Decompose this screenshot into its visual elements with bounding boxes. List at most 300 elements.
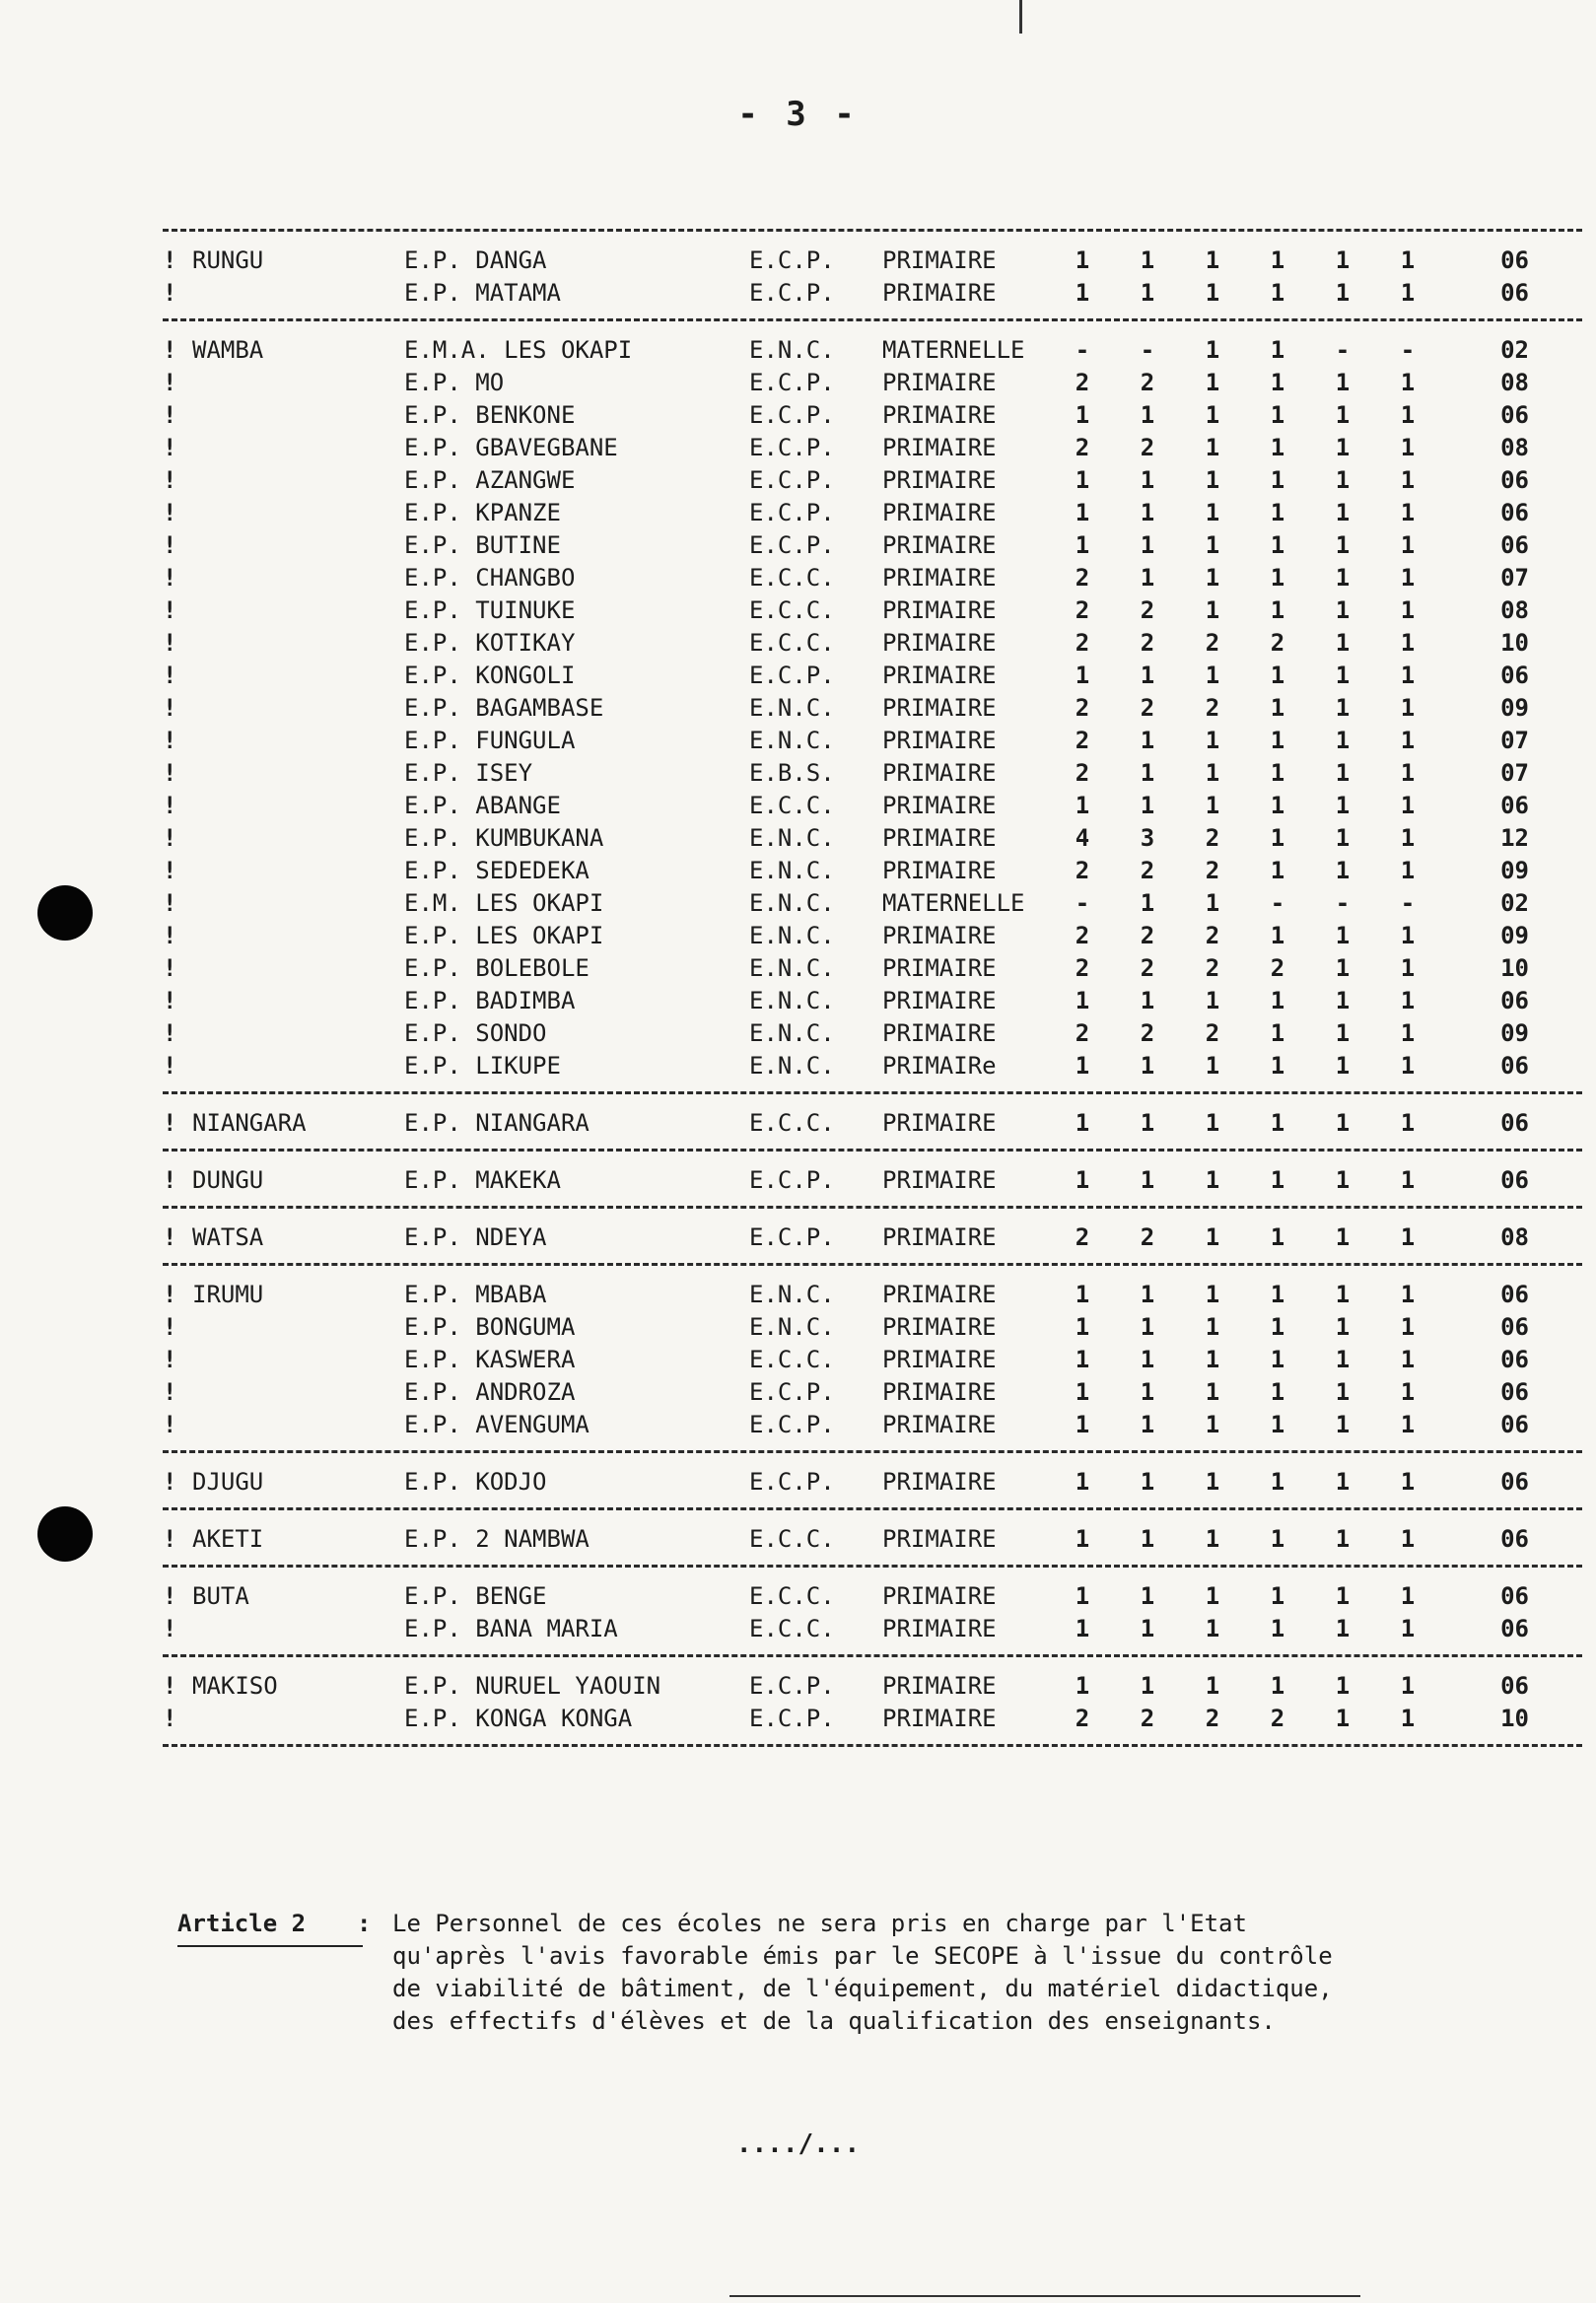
class-count: 1 bbox=[1205, 563, 1220, 592]
class-count: 1 bbox=[1335, 1614, 1351, 1642]
school-name: E.P. BUTINE bbox=[404, 530, 561, 559]
school-level: PRIMAIRE bbox=[882, 693, 997, 722]
class-count: 2 bbox=[1205, 856, 1220, 884]
district-group bbox=[163, 229, 1582, 318]
class-count: 1 bbox=[1335, 986, 1351, 1014]
school-level: PRIMAIRE bbox=[882, 953, 997, 982]
class-count: 1 bbox=[1400, 1614, 1416, 1642]
class-count: 1 bbox=[1075, 1524, 1090, 1553]
table-row bbox=[163, 1522, 1582, 1555]
class-count: 1 bbox=[1075, 245, 1090, 274]
class-count: 4 bbox=[1075, 823, 1090, 852]
class-count: 1 bbox=[1140, 465, 1155, 494]
class-count: 1 bbox=[1335, 1704, 1351, 1732]
class-count: 2 bbox=[1075, 953, 1090, 982]
class-count: 1 bbox=[1400, 1524, 1416, 1553]
class-count: 1 bbox=[1400, 278, 1416, 307]
class-count: 1 bbox=[1075, 465, 1090, 494]
class-count: 1 bbox=[1400, 921, 1416, 949]
class-count: 1 bbox=[1075, 1051, 1090, 1080]
column-separator: ! bbox=[163, 368, 177, 396]
class-count: 1 bbox=[1270, 1108, 1285, 1137]
class-count: 1 bbox=[1270, 1018, 1285, 1047]
class-count: 1 bbox=[1335, 1165, 1351, 1194]
class-count: 1 bbox=[1335, 1051, 1351, 1080]
class-count: 1 bbox=[1400, 823, 1416, 852]
school-name: E.P. BANA MARIA bbox=[404, 1614, 618, 1642]
class-count: 1 bbox=[1270, 368, 1285, 396]
class-count: 1 bbox=[1400, 791, 1416, 819]
table-row bbox=[163, 1465, 1582, 1498]
network-code: E.N.C. bbox=[749, 1051, 835, 1080]
district-name: AKETI bbox=[192, 1524, 264, 1553]
class-count: 2 bbox=[1075, 1018, 1090, 1047]
class-count: 1 bbox=[1075, 1312, 1090, 1341]
class-count: 1 bbox=[1205, 530, 1220, 559]
network-code: E.C.P. bbox=[749, 400, 835, 429]
table-row bbox=[163, 1221, 1582, 1253]
class-count: 1 bbox=[1335, 693, 1351, 722]
class-count: 1 bbox=[1140, 1280, 1155, 1308]
row-total: 08 bbox=[1500, 595, 1529, 624]
class-count: 1 bbox=[1140, 278, 1155, 307]
class-count: 1 bbox=[1335, 921, 1351, 949]
class-count: 2 bbox=[1075, 595, 1090, 624]
school-name: E.P. KODJO bbox=[404, 1467, 547, 1496]
school-level: PRIMAIRE bbox=[882, 1467, 997, 1496]
column-separator: ! bbox=[163, 1018, 177, 1047]
district-group bbox=[163, 1263, 1582, 1450]
class-count: 2 bbox=[1140, 433, 1155, 461]
article-line: de viabilité de bâtiment, de l'équipement, du matériel didactique, bbox=[392, 1975, 1333, 2002]
class-count: - bbox=[1270, 888, 1285, 917]
table-row bbox=[163, 398, 1582, 431]
school-name: E.P. MATAMA bbox=[404, 278, 561, 307]
class-count: 1 bbox=[1335, 1280, 1351, 1308]
class-count: 1 bbox=[1400, 953, 1416, 982]
class-count: 2 bbox=[1140, 953, 1155, 982]
class-count: 1 bbox=[1140, 1165, 1155, 1194]
class-count: 1 bbox=[1205, 1280, 1220, 1308]
class-count: 1 bbox=[1400, 1165, 1416, 1194]
class-count: 2 bbox=[1075, 1704, 1090, 1732]
school-level: PRIMAIRE bbox=[882, 921, 997, 949]
class-count: 1 bbox=[1270, 1222, 1285, 1251]
class-count: 1 bbox=[1335, 563, 1351, 592]
row-total: 06 bbox=[1500, 1377, 1529, 1406]
class-count: 1 bbox=[1205, 661, 1220, 689]
class-count: 1 bbox=[1205, 1165, 1220, 1194]
column-separator: ! bbox=[163, 628, 177, 657]
class-count: 1 bbox=[1075, 1467, 1090, 1496]
school-name: E.P. BENKONE bbox=[404, 400, 576, 429]
row-total: 09 bbox=[1500, 1018, 1529, 1047]
school-name: E.P. KPANZE bbox=[404, 498, 561, 526]
class-count: 1 bbox=[1400, 1280, 1416, 1308]
class-count: 1 bbox=[1140, 1377, 1155, 1406]
row-total: 06 bbox=[1500, 498, 1529, 526]
column-separator: ! bbox=[163, 856, 177, 884]
table-row bbox=[163, 1408, 1582, 1440]
class-count: 1 bbox=[1270, 1581, 1285, 1610]
network-code: E.N.C. bbox=[749, 1280, 835, 1308]
school-name: E.P. DANGA bbox=[404, 245, 547, 274]
class-count: - bbox=[1335, 888, 1351, 917]
row-total: 06 bbox=[1500, 400, 1529, 429]
punch-hole bbox=[37, 885, 93, 941]
article-line: Le Personnel de ces écoles ne sera pris en charge par l'Etat bbox=[392, 1910, 1247, 1937]
row-total: 10 bbox=[1500, 953, 1529, 982]
class-count: 2 bbox=[1205, 693, 1220, 722]
school-level: PRIMAIRE bbox=[882, 1312, 997, 1341]
district-name: IRUMU bbox=[192, 1280, 264, 1308]
table-row bbox=[163, 1579, 1582, 1612]
class-count: 1 bbox=[1270, 530, 1285, 559]
network-code: E.C.C. bbox=[749, 1108, 835, 1137]
network-code: E.N.C. bbox=[749, 856, 835, 884]
school-name: E.P. SONDO bbox=[404, 1018, 547, 1047]
column-separator: ! bbox=[163, 1165, 177, 1194]
class-count: 2 bbox=[1270, 1704, 1285, 1732]
class-count: 1 bbox=[1400, 1051, 1416, 1080]
class-count: 1 bbox=[1140, 1108, 1155, 1137]
class-count: 2 bbox=[1140, 595, 1155, 624]
class-count: 1 bbox=[1270, 595, 1285, 624]
class-count: 3 bbox=[1140, 823, 1155, 852]
row-total: 06 bbox=[1500, 1345, 1529, 1373]
district-group bbox=[163, 1565, 1582, 1654]
table-row bbox=[163, 244, 1582, 276]
class-count: 1 bbox=[1270, 758, 1285, 787]
class-count: 1 bbox=[1140, 888, 1155, 917]
class-count: 1 bbox=[1205, 1410, 1220, 1438]
network-code: E.C.P. bbox=[749, 278, 835, 307]
school-level: MATERNELLE bbox=[882, 888, 1025, 917]
class-count: - bbox=[1400, 335, 1416, 364]
row-total: 10 bbox=[1500, 628, 1529, 657]
class-count: 1 bbox=[1140, 1345, 1155, 1373]
class-count: 1 bbox=[1335, 595, 1351, 624]
district-name: WATSA bbox=[192, 1222, 264, 1251]
school-level: PRIMAIRE bbox=[882, 1280, 997, 1308]
column-separator: ! bbox=[163, 758, 177, 787]
class-count: 1 bbox=[1205, 1312, 1220, 1341]
class-count: 1 bbox=[1270, 1671, 1285, 1700]
school-level: MATERNELLE bbox=[882, 335, 1025, 364]
table-row bbox=[163, 789, 1582, 821]
school-name: E.P. LES OKAPI bbox=[404, 921, 604, 949]
school-name: E.P. AZANGWE bbox=[404, 465, 576, 494]
row-total: 06 bbox=[1500, 1108, 1529, 1137]
school-level: PRIMAIRE bbox=[882, 368, 997, 396]
table-row bbox=[163, 1612, 1582, 1644]
row-total: 06 bbox=[1500, 1671, 1529, 1700]
class-count: 1 bbox=[1075, 530, 1090, 559]
class-count: 1 bbox=[1270, 1280, 1285, 1308]
row-total: 06 bbox=[1500, 791, 1529, 819]
class-count: 1 bbox=[1205, 335, 1220, 364]
school-level: PRIMAIRE bbox=[882, 856, 997, 884]
table-row bbox=[163, 496, 1582, 528]
class-count: 1 bbox=[1075, 1165, 1090, 1194]
school-name: E.M. LES OKAPI bbox=[404, 888, 604, 917]
table-row bbox=[163, 854, 1582, 886]
district-group bbox=[163, 1206, 1582, 1263]
class-count: 1 bbox=[1335, 1524, 1351, 1553]
school-level: PRIMAIRE bbox=[882, 1377, 997, 1406]
class-count: 2 bbox=[1140, 368, 1155, 396]
column-separator: ! bbox=[163, 278, 177, 307]
network-code: E.C.P. bbox=[749, 433, 835, 461]
article-line: des effectifs d'élèves et de la qualification des enseignants. bbox=[392, 2007, 1276, 2035]
class-count: 1 bbox=[1075, 1614, 1090, 1642]
table-row bbox=[163, 724, 1582, 756]
network-code: E.C.P. bbox=[749, 1165, 835, 1194]
class-count: 1 bbox=[1270, 726, 1285, 754]
class-count: 2 bbox=[1075, 921, 1090, 949]
class-count: 1 bbox=[1270, 1345, 1285, 1373]
class-count: 1 bbox=[1140, 661, 1155, 689]
column-separator: ! bbox=[163, 986, 177, 1014]
row-total: 07 bbox=[1500, 726, 1529, 754]
class-count: 1 bbox=[1335, 530, 1351, 559]
class-count: 1 bbox=[1205, 888, 1220, 917]
row-total: 06 bbox=[1500, 986, 1529, 1014]
class-count: 1 bbox=[1140, 1467, 1155, 1496]
school-level: PRIMAIRE bbox=[882, 498, 997, 526]
table-row bbox=[163, 366, 1582, 398]
class-count: 1 bbox=[1205, 368, 1220, 396]
class-count: 1 bbox=[1270, 693, 1285, 722]
page-number: - 3 - bbox=[737, 95, 859, 134]
class-count: 1 bbox=[1270, 278, 1285, 307]
row-total: 08 bbox=[1500, 1222, 1529, 1251]
class-count: 1 bbox=[1140, 1410, 1155, 1438]
network-code: E.C.P. bbox=[749, 1377, 835, 1406]
table-row bbox=[163, 1163, 1582, 1196]
class-count: 1 bbox=[1140, 986, 1155, 1014]
column-separator: ! bbox=[163, 921, 177, 949]
class-count: 1 bbox=[1400, 433, 1416, 461]
class-count: 1 bbox=[1205, 1467, 1220, 1496]
school-level: PRIMAIRE bbox=[882, 1165, 997, 1194]
school-name: E.P. BONGUMA bbox=[404, 1312, 576, 1341]
network-code: E.C.P. bbox=[749, 1410, 835, 1438]
school-name: E.P. BOLEBOLE bbox=[404, 953, 590, 982]
class-count: 1 bbox=[1205, 1222, 1220, 1251]
table-row bbox=[163, 1310, 1582, 1343]
class-count: 1 bbox=[1400, 1108, 1416, 1137]
column-separator: ! bbox=[163, 1467, 177, 1496]
school-name: E.P. KONGOLI bbox=[404, 661, 576, 689]
class-count: 1 bbox=[1400, 726, 1416, 754]
class-count: 1 bbox=[1270, 433, 1285, 461]
class-count: - bbox=[1075, 335, 1090, 364]
class-count: 2 bbox=[1140, 1222, 1155, 1251]
class-count: 1 bbox=[1400, 1018, 1416, 1047]
class-count: 1 bbox=[1270, 1410, 1285, 1438]
network-code: E.N.C. bbox=[749, 693, 835, 722]
class-count: 1 bbox=[1075, 1410, 1090, 1438]
class-count: 1 bbox=[1140, 498, 1155, 526]
row-total: 02 bbox=[1500, 335, 1529, 364]
table-row bbox=[163, 1375, 1582, 1408]
school-name: E.P. CHANGBO bbox=[404, 563, 576, 592]
row-total: 06 bbox=[1500, 278, 1529, 307]
district-name: MAKISO bbox=[192, 1671, 278, 1700]
row-total: 06 bbox=[1500, 1312, 1529, 1341]
class-count: 1 bbox=[1075, 986, 1090, 1014]
network-code: E.C.C. bbox=[749, 791, 835, 819]
column-separator: ! bbox=[163, 888, 177, 917]
class-count: 1 bbox=[1270, 1377, 1285, 1406]
network-code: E.C.C. bbox=[749, 628, 835, 657]
column-separator: ! bbox=[163, 791, 177, 819]
top-scan-mark bbox=[1019, 0, 1022, 34]
column-separator: ! bbox=[163, 465, 177, 494]
class-count: 1 bbox=[1140, 400, 1155, 429]
class-count: 1 bbox=[1335, 1345, 1351, 1373]
school-name: E.P. GBAVEGBANE bbox=[404, 433, 618, 461]
column-separator: ! bbox=[163, 1280, 177, 1308]
class-count: 2 bbox=[1205, 823, 1220, 852]
district-group bbox=[163, 1654, 1582, 1747]
school-level: PRIMAIRE bbox=[882, 986, 997, 1014]
school-name: E.P. TUINUKE bbox=[404, 595, 576, 624]
column-separator: ! bbox=[163, 530, 177, 559]
school-level: PRIMAIRE bbox=[882, 823, 997, 852]
class-count: 1 bbox=[1075, 498, 1090, 526]
network-code: E.C.C. bbox=[749, 1524, 835, 1553]
row-total: 10 bbox=[1500, 1704, 1529, 1732]
class-count: 2 bbox=[1140, 1018, 1155, 1047]
class-count: 2 bbox=[1075, 368, 1090, 396]
class-count: 1 bbox=[1400, 856, 1416, 884]
school-level: PRIMAIRE bbox=[882, 1524, 997, 1553]
continuation-mark: ..../... bbox=[735, 2129, 861, 2159]
school-level: PRIMAIRE bbox=[882, 1222, 997, 1251]
class-count: 1 bbox=[1270, 335, 1285, 364]
district-group bbox=[163, 1507, 1582, 1565]
network-code: E.B.S. bbox=[749, 758, 835, 787]
network-code: E.C.C. bbox=[749, 1581, 835, 1610]
row-total: 06 bbox=[1500, 1614, 1529, 1642]
class-count: 2 bbox=[1140, 628, 1155, 657]
class-count: - bbox=[1400, 888, 1416, 917]
table-row bbox=[163, 276, 1582, 309]
class-count: 2 bbox=[1270, 953, 1285, 982]
school-name: E.P. MO bbox=[404, 368, 505, 396]
column-separator: ! bbox=[163, 953, 177, 982]
table-row bbox=[163, 1016, 1582, 1049]
class-count: 1 bbox=[1335, 1312, 1351, 1341]
network-code: E.C.P. bbox=[749, 1671, 835, 1700]
column-separator: ! bbox=[163, 1581, 177, 1610]
class-count: 1 bbox=[1400, 1312, 1416, 1341]
district-group bbox=[163, 1149, 1582, 1206]
row-total: 08 bbox=[1500, 368, 1529, 396]
class-count: 1 bbox=[1140, 1581, 1155, 1610]
column-separator: ! bbox=[163, 1671, 177, 1700]
class-count: 1 bbox=[1400, 400, 1416, 429]
row-total: 06 bbox=[1500, 1524, 1529, 1553]
school-name: E.P. NURUEL YAOUIN bbox=[404, 1671, 661, 1700]
class-count: 1 bbox=[1205, 1377, 1220, 1406]
table-row bbox=[163, 1278, 1582, 1310]
network-code: E.N.C. bbox=[749, 888, 835, 917]
article-text bbox=[392, 1908, 1577, 2038]
class-count: 1 bbox=[1075, 1581, 1090, 1610]
class-count: 1 bbox=[1335, 368, 1351, 396]
class-count: 1 bbox=[1400, 1377, 1416, 1406]
school-name: E.P. KUMBUKANA bbox=[404, 823, 604, 852]
row-total: 06 bbox=[1500, 530, 1529, 559]
class-count: 1 bbox=[1335, 1581, 1351, 1610]
column-separator: ! bbox=[163, 1108, 177, 1137]
column-separator: ! bbox=[163, 245, 177, 274]
class-count: 2 bbox=[1140, 1704, 1155, 1732]
school-name: E.P. 2 NAMBWA bbox=[404, 1524, 590, 1553]
article-label-underline bbox=[177, 1945, 363, 1947]
table-row bbox=[163, 984, 1582, 1016]
school-name: E.P. FUNGULA bbox=[404, 726, 576, 754]
class-count: 1 bbox=[1335, 245, 1351, 274]
class-count: 1 bbox=[1205, 1345, 1220, 1373]
school-level: PRIMAIRE bbox=[882, 1614, 997, 1642]
class-count: 1 bbox=[1270, 823, 1285, 852]
class-count: 1 bbox=[1400, 245, 1416, 274]
school-level: PRIMAIRE bbox=[882, 758, 997, 787]
class-count: 1 bbox=[1335, 1222, 1351, 1251]
class-count: 1 bbox=[1400, 758, 1416, 787]
class-count: 2 bbox=[1075, 433, 1090, 461]
class-count: 1 bbox=[1335, 1467, 1351, 1496]
column-separator: ! bbox=[163, 1345, 177, 1373]
network-code: E.C.C. bbox=[749, 563, 835, 592]
class-count: 1 bbox=[1205, 498, 1220, 526]
class-count: 1 bbox=[1270, 1524, 1285, 1553]
table-row bbox=[163, 886, 1582, 919]
table-row bbox=[163, 1702, 1582, 1734]
district-name: BUTA bbox=[192, 1581, 249, 1610]
network-code: E.N.C. bbox=[749, 921, 835, 949]
class-count: 1 bbox=[1335, 400, 1351, 429]
school-level: PRIMAIRE bbox=[882, 1018, 997, 1047]
class-count: 1 bbox=[1140, 563, 1155, 592]
column-separator: ! bbox=[163, 563, 177, 592]
school-level: PRIMAIRE bbox=[882, 465, 997, 494]
class-count: 1 bbox=[1400, 628, 1416, 657]
column-separator: ! bbox=[163, 1704, 177, 1732]
table-row bbox=[163, 919, 1582, 951]
class-count: 2 bbox=[1205, 1704, 1220, 1732]
class-count: 1 bbox=[1205, 278, 1220, 307]
class-count: 2 bbox=[1075, 563, 1090, 592]
row-total: 06 bbox=[1500, 1467, 1529, 1496]
row-total: 06 bbox=[1500, 1280, 1529, 1308]
class-count: 1 bbox=[1140, 1312, 1155, 1341]
district-group bbox=[163, 318, 1582, 1091]
row-total: 09 bbox=[1500, 856, 1529, 884]
school-name: E.P. ABANGE bbox=[404, 791, 561, 819]
class-count: 1 bbox=[1270, 1165, 1285, 1194]
class-count: 1 bbox=[1205, 1614, 1220, 1642]
column-separator: ! bbox=[163, 823, 177, 852]
class-count: 1 bbox=[1335, 1671, 1351, 1700]
column-separator: ! bbox=[163, 595, 177, 624]
column-separator: ! bbox=[163, 400, 177, 429]
network-code: E.C.P. bbox=[749, 1704, 835, 1732]
